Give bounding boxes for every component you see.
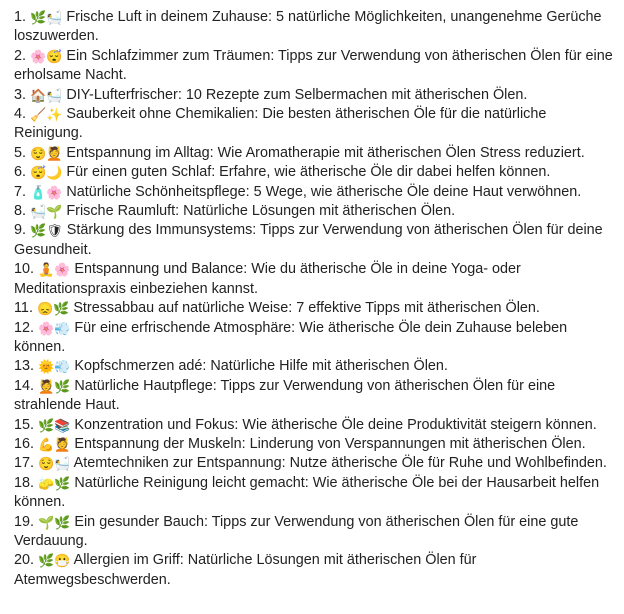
item-number: 15. [14, 416, 35, 433]
list-item [14, 377, 614, 416]
item-text: DIY-Lufterfrischer: 10 Rezepte zum Selbermachen mit ätherischen Ölen. [66, 86, 528, 103]
article-ideas-list [14, 8, 614, 590]
item-text: Kopfschmerzen adé: Natürliche Hilfe mit ätherischen Ölen. [74, 358, 448, 375]
emoji-icons: 🧘🌸 [38, 262, 71, 278]
item-text: Für eine erfrischende Atmosphäre: Wie ätherische Öle dein Zuhause beleben können. [14, 319, 568, 355]
emoji-icons: 🌿🛡 [30, 223, 63, 239]
item-number: 1. [14, 9, 27, 25]
list-item [14, 299, 614, 318]
item-text: Frische Raumluft: Natürliche Lösungen mit ätherischen Ölen. [66, 203, 456, 220]
list-item [14, 163, 614, 182]
list-item [14, 47, 614, 86]
item-number: 13. [14, 358, 35, 375]
item-text: Konzentration und Fokus: Wie ätherische Öle deine Produktivität steigern können. [74, 416, 597, 433]
item-text: Natürliche Hautpflege: Tipps zur Verwendung von ätherischen Ölen für eine strahlende Haut. [14, 377, 556, 414]
emoji-icons: 🧹✨ [30, 107, 63, 123]
list-item [14, 357, 614, 376]
emoji-icons: 🌿🛀 [30, 10, 63, 25]
emoji-icons: 😌💆 [30, 145, 63, 161]
item-number: 20. [14, 552, 35, 569]
emoji-icons: 😌🛀 [38, 456, 71, 472]
item-text: Für einen guten Schlaf: Erfahre, wie ätherische Öle dir dabei helfen können. [66, 164, 551, 181]
item-number: 3. [14, 86, 27, 103]
item-number: 12. [14, 319, 35, 336]
list-item [14, 221, 614, 260]
item-text: Ein gesunder Bauch: Tipps zur Verwendung von ätherischen Ölen für eine gute Verdauung. [14, 513, 579, 549]
item-text: Ein Schlafzimmer zum Träumen: Tipps zur Verwendung von ätherischen Ölen für eine erholsame Nacht. [14, 47, 613, 84]
item-number: 6. [14, 164, 27, 181]
item-number: 9. [14, 222, 27, 239]
emoji-icons: 🧴🌸 [30, 184, 63, 200]
item-number: 17. [14, 455, 35, 472]
emoji-icons: 🧽🌿 [38, 475, 71, 491]
list-item [14, 551, 614, 590]
emoji-icons: 🌱🌿 [38, 514, 71, 530]
item-number: 16. [14, 435, 35, 452]
list-item [14, 513, 614, 552]
emoji-icons: 😞🌿 [36, 301, 70, 317]
item-number: 18. [14, 474, 35, 491]
list-item [14, 319, 614, 358]
emoji-icons: 🌿📚 [38, 417, 71, 433]
item-text: Natürliche Schönheitspflege: 5 Wege, wie ätherische Öle deine Haut verwöhnen. [66, 183, 582, 200]
emoji-icons: 💆🌿 [38, 378, 71, 394]
list-item [14, 435, 614, 454]
item-number: 4. [14, 106, 27, 123]
item-number: 19. [14, 513, 35, 530]
emoji-icons: 🌸💨 [38, 320, 71, 336]
item-text: Natürliche Reinigung leicht gemacht: Wie ätherische Öle bei der Hausarbeit helfen können. [14, 474, 600, 511]
item-number: 2. [14, 47, 27, 64]
emoji-icons: 🌿😷 [38, 553, 71, 569]
item-number: 5. [14, 144, 27, 161]
item-text: Frische Luft in deinem Zuhause: 5 natürliche Möglichkeiten, unangenehme Gerüche loszuwerden. [14, 9, 602, 45]
emoji-icons: 🌸😴 [30, 48, 63, 64]
list-item [14, 260, 614, 299]
item-number: 8. [14, 203, 27, 220]
emoji-icons: 🌞💨 [38, 359, 71, 375]
item-text: Entspannung im Alltag: Wie Aromatherapie mit ätherischen Ölen Stress reduziert. [66, 144, 585, 161]
item-number: 11. [14, 300, 33, 317]
item-text: Allergien im Griff: Natürliche Lösungen mit ätherischen Ölen für Atemwegsbeschwerden. [14, 552, 477, 588]
emoji-icons: 😴🌙 [30, 165, 63, 181]
list-item [14, 144, 614, 163]
item-text: Atemtechniken zur Entspannung: Nutze ätherische Öle für Ruhe und Wohlbefinden. [73, 455, 607, 472]
emoji-icons: 💪💆 [38, 436, 71, 452]
item-number: 7. [14, 183, 27, 200]
list-item [14, 105, 614, 144]
list-item [14, 202, 614, 221]
list-item [14, 474, 614, 513]
list-item [14, 416, 614, 435]
emoji-icons: 🛀🌱 [30, 204, 63, 220]
item-text: Stärkung des Immunsystems: Tipps zur Verwendung von ätherischen Ölen für deine Gesundheit. [14, 222, 603, 258]
item-text: Entspannung und Balance: Wie du ätherische Öle in deine Yoga- oder Meditationspraxis einbeziehen kannst. [14, 261, 521, 297]
list-item [14, 8, 614, 47]
list-item [14, 454, 614, 473]
item-number: 14. [14, 377, 35, 394]
list-item [14, 183, 614, 202]
item-text: Stressabbau auf natürliche Weise: 7 effektive Tipps mit ätherischen Ölen. [73, 300, 540, 317]
item-number: 10. [14, 261, 35, 278]
list-item [14, 86, 614, 105]
item-text: Sauberkeit ohne Chemikalien: Die besten ätherischen Öle für die natürliche Reinigung. [14, 106, 547, 142]
emoji-icons: 🏠🛀 [30, 87, 63, 103]
item-text: Entspannung der Muskeln: Linderung von Verspannungen mit ätherischen Ölen. [74, 435, 586, 452]
